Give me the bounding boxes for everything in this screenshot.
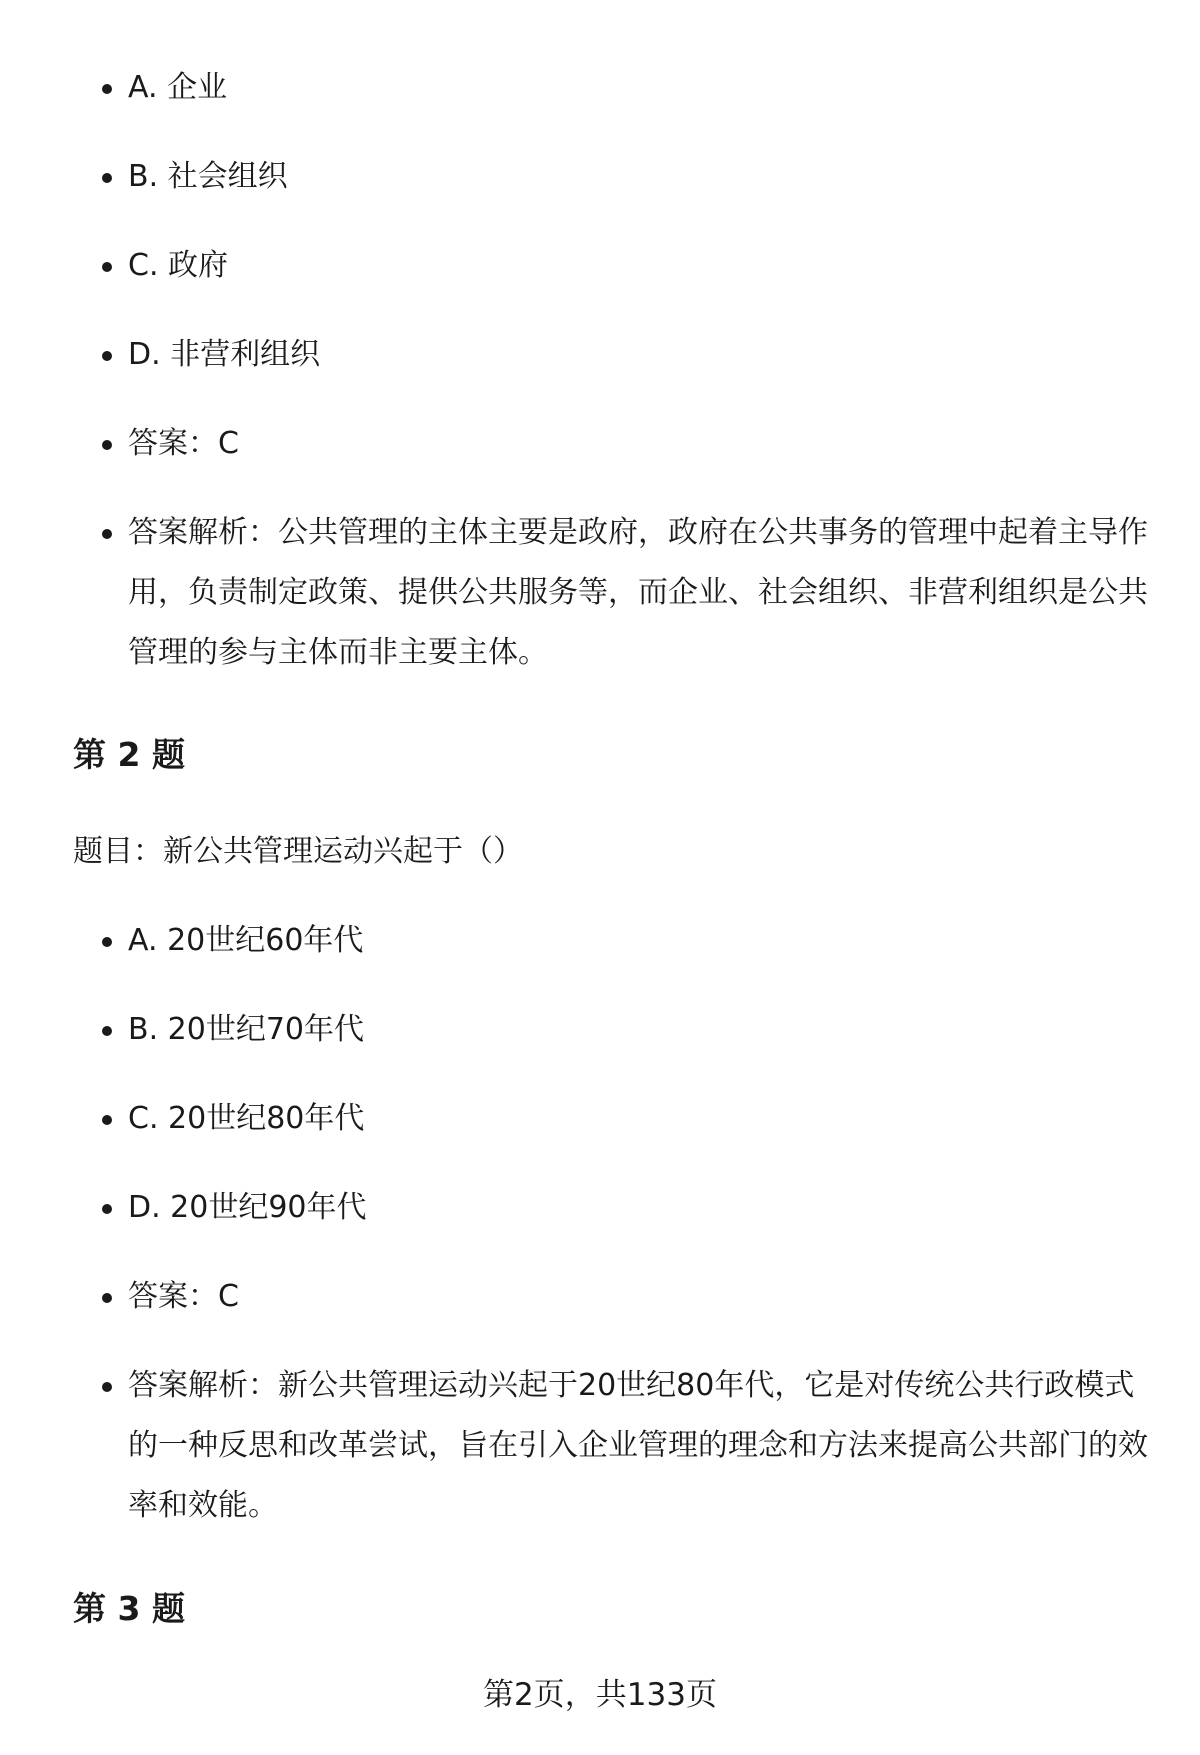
q2-option-a: A. 20世纪60年代 — [128, 911, 1158, 971]
q1-option-a: A. 企业 — [128, 58, 1158, 118]
q1-explanation: 答案解析：公共管理的主体主要是政府，政府在公共事务的管理中起着主导作用，负责制定政策、提供公共服务等，而企业、社会组织、非营利组织是公共管理的参与主体而非主要主体。 — [128, 503, 1158, 683]
q1-option-c: C. 政府 — [128, 236, 1158, 296]
q2-answer: 答案：C — [128, 1267, 1158, 1327]
q2-option-b: B. 20世纪70年代 — [128, 1000, 1158, 1060]
q1-answer: 答案：C — [128, 414, 1158, 474]
q2-option-d: D. 20世纪90年代 — [128, 1178, 1158, 1238]
q2-option-c: C. 20世纪80年代 — [128, 1089, 1158, 1149]
q1-option-b: B. 社会组织 — [128, 147, 1158, 207]
q2-explanation: 答案解析：新公共管理运动兴起于20世纪80年代，它是对传统公共行政模式的一种反思和改革尝试，旨在引入企业管理的理念和方法来提高公共部门的效率和效能。 — [128, 1356, 1158, 1536]
q1-option-d: D. 非营利组织 — [128, 325, 1158, 385]
q2-stem: 题目：新公共管理运动兴起于（） — [73, 834, 523, 869]
q3-heading: 第 3 题 — [73, 1589, 185, 1628]
q2-heading: 第 2 题 — [73, 735, 185, 774]
page-footer: 第2页，共133页 — [483, 1677, 717, 1713]
